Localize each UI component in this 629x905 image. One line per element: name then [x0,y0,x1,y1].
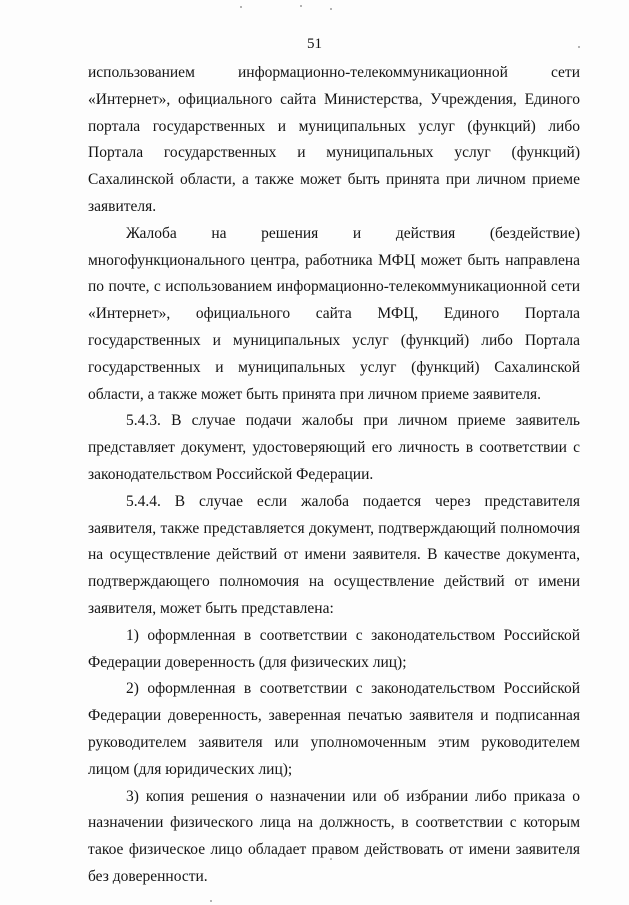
list-item-2: 2) оформленная в соответствии с законодательством Российской Федерации доверенность, заверенная печатью заявителя и подписанная руководителем заявителя или уполномоченным этим руководителем лицом (для юридических лиц); [88,680,580,778]
paragraph-continuation: использованием информационно-телекоммуникационной сети «Интернет», официального сайта Министерства, Учреждения, Единого портала государственных и муниципальных услуг (функций) либо Портала государственных и муниципальных услуг (функций) Сахалинской области, а также может быть принята при личном приеме заявителя. [88,64,580,215]
scan-speck [330,8,332,10]
scan-speck [240,6,242,8]
paragraph-mfc-complaint: Жалоба на решения и действия (бездействие) многофункционального центра, работника МФЦ может быть направлена по почте, с использованием информационно-телекоммуникационной сети «Интернет», официального сайта МФЦ, Единого Портала государственных и муниципальных услуг (функций) либо Портала государственных и муниципальных услуг (функций) Сахалинской области, а также может быть принята при личном приеме заявителя. [88,224,580,403]
scan-speck [330,858,332,860]
list-item-3: 3) копия решения о назначении или об избрании либо приказа о назначении физического лица на должность, в соответствии с которым такое физическое лицо обладает правом действовать от имени заявителя без доверенности. [88,787,580,885]
document-body [88,60,580,891]
scan-speck [300,5,302,7]
scan-speck [578,46,580,48]
page-number: 51 [307,36,322,52]
paragraph-5-4-3: 5.4.3. В случае подачи жалобы при личном приеме заявитель представляет документ, удостоверяющий его личность в соответствии с законодательством Российской Федерации. [88,412,580,483]
list-item-1: 1) оформленная в соответствии с законодательством Российской Федерации доверенность (для физических лиц); [88,626,580,671]
scan-speck [210,900,212,902]
paragraph-5-4-4: 5.4.4. В случае если жалоба подается через представителя заявителя, также представляется документ, подтверждающий полномочия на осуществление действий от имени заявителя. В качестве документа, подтверждающего полномочия на осуществление действий от имени заявителя, может быть представлена: [88,492,580,617]
